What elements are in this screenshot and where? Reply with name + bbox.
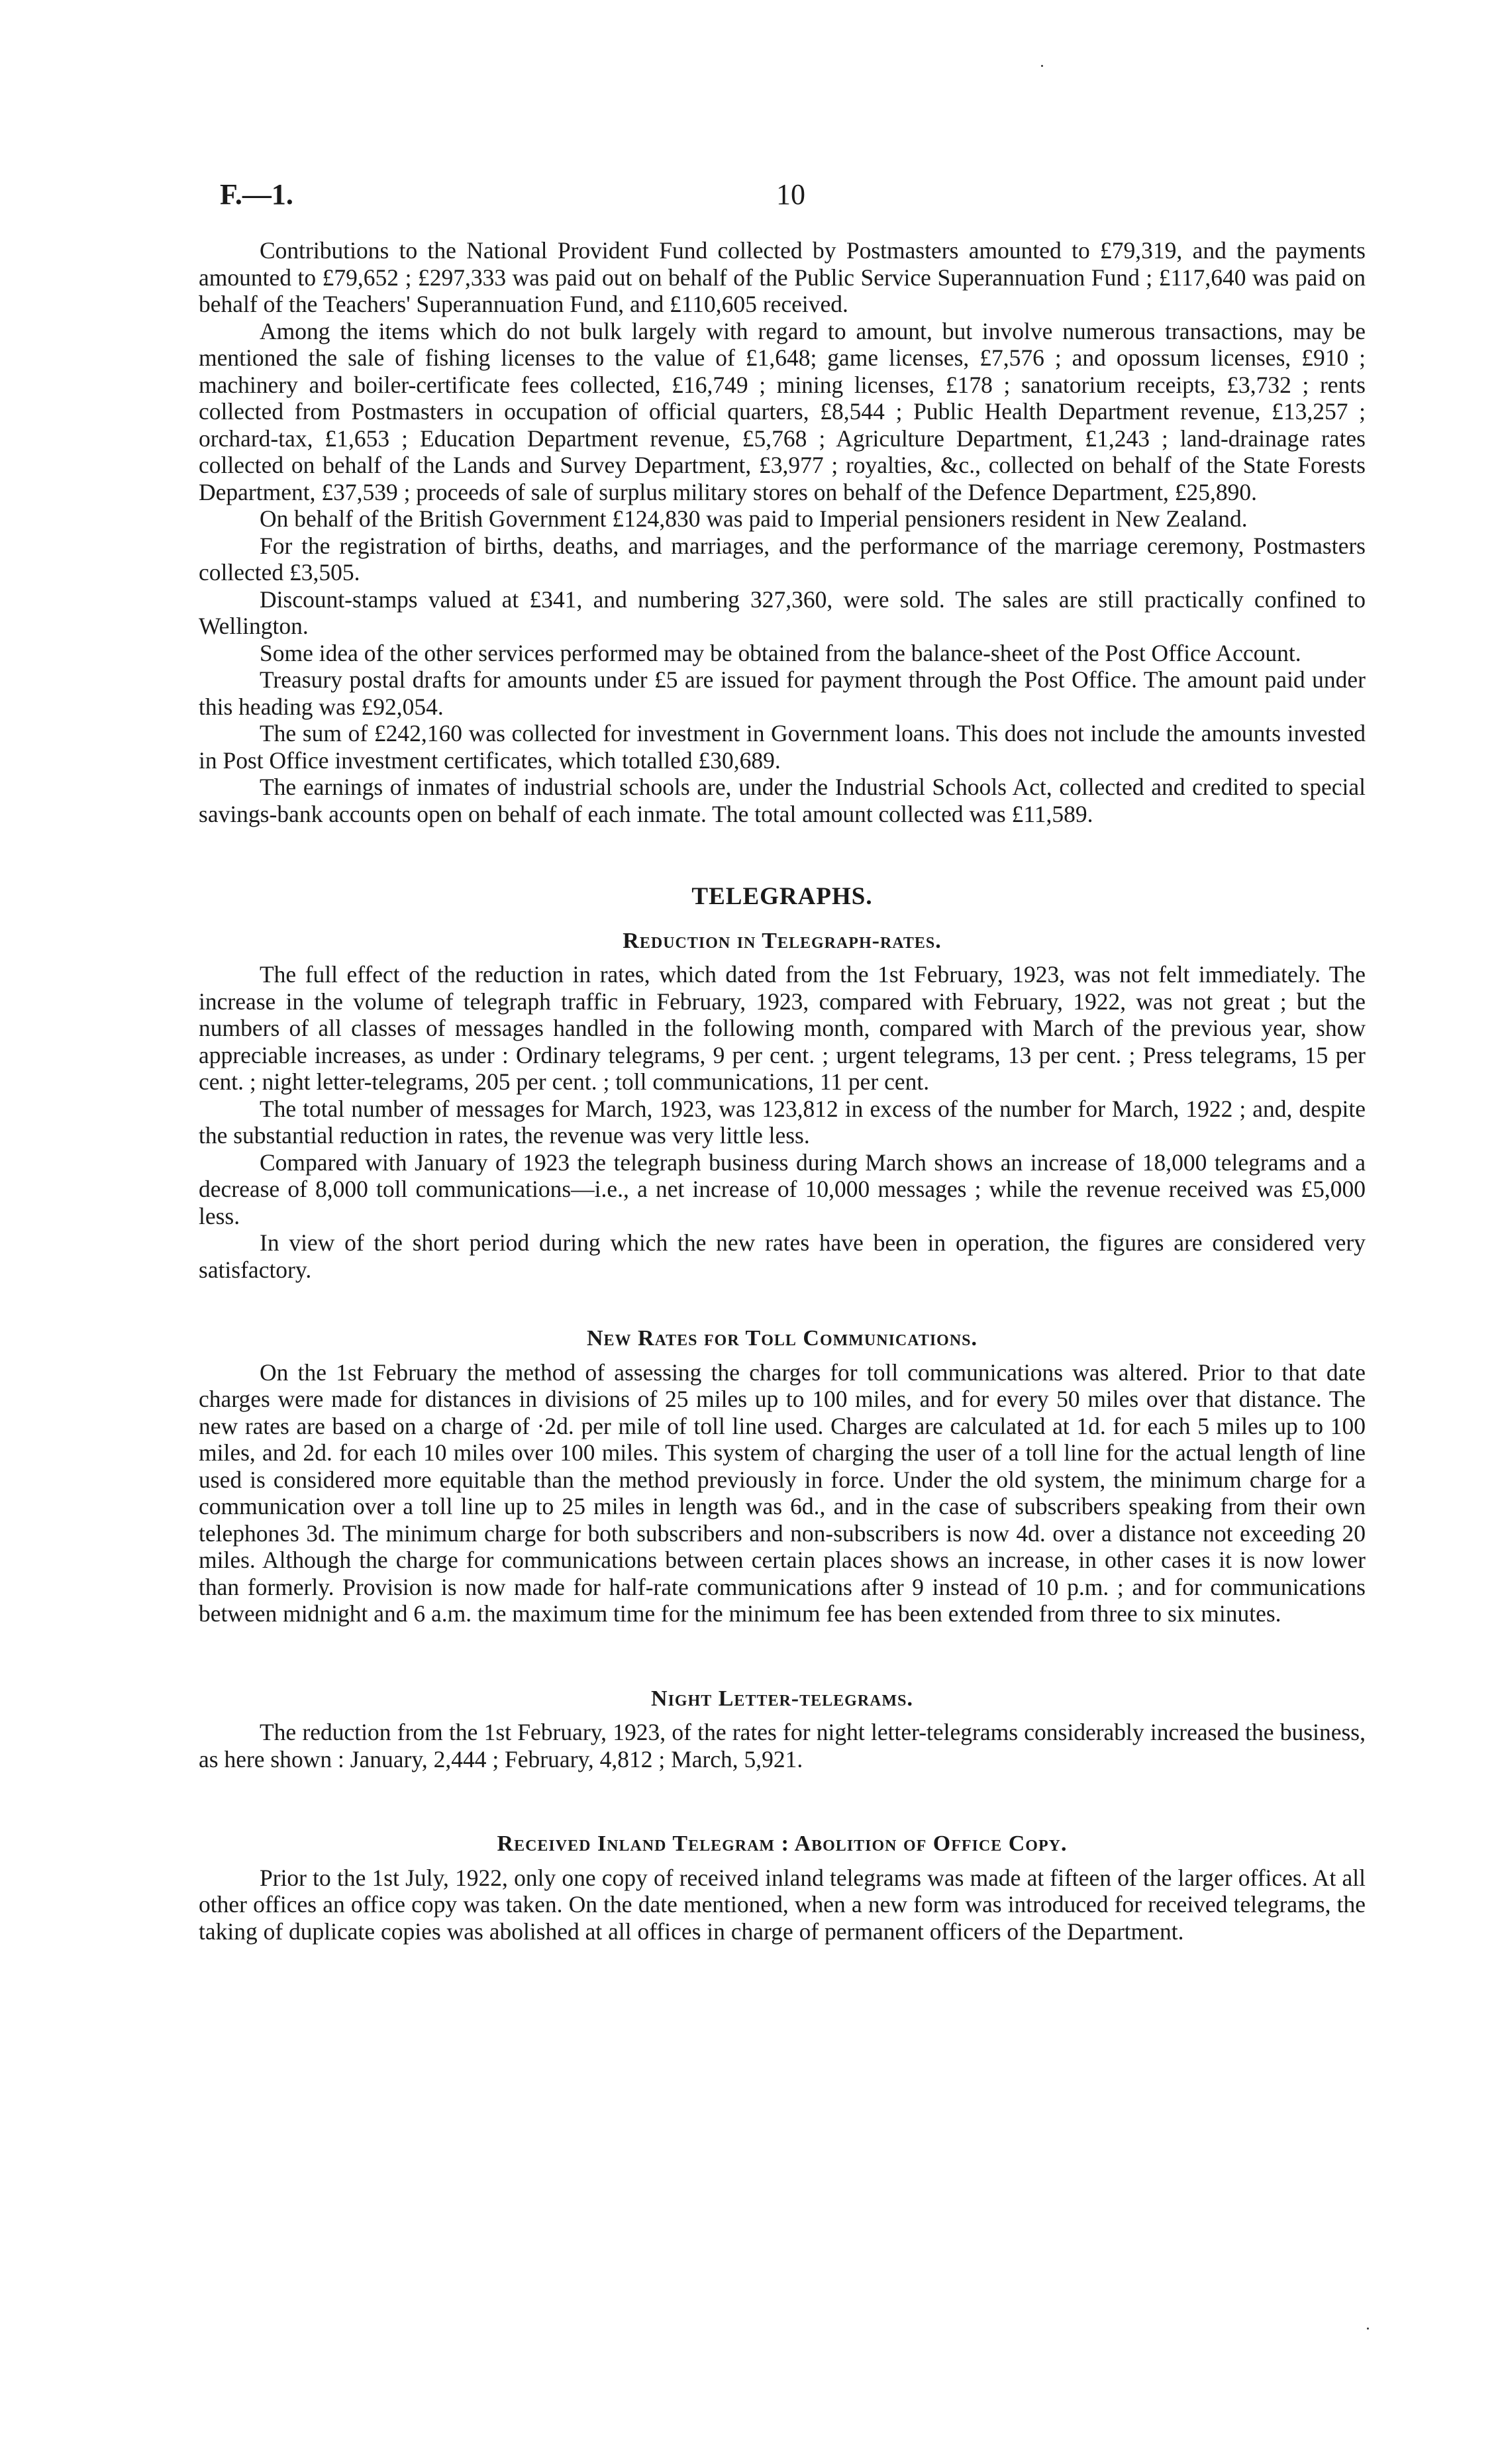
- paragraph: The reduction from the 1st February, 1923, of the rates for night letter-telegrams considerably increased the business, as here shown : January, 2,444 ; February, 4,812 ; March, 5,921.: [199, 1719, 1366, 1772]
- paragraph: The earnings of inmates of industrial schools are, under the Industrial Schools Act, collected and credited to special savings-bank accounts open on behalf of each inmate. The total amount collected was £11,589.: [199, 774, 1366, 827]
- subheading-office-copy: Received Inland Telegram : Abolition of Office Copy.: [497, 1831, 1068, 1856]
- paragraph: The sum of £242,160 was collected for investment in Government loans. This does not include the amounts invested in Post Office investment certificates, which totalled £30,689.: [199, 720, 1366, 774]
- toll-section: [199, 1325, 1366, 1627]
- subheading-night-letter: Night Letter-telegrams.: [651, 1686, 913, 1711]
- paragraph: In view of the short period during which the new rates have been in operation, the figures are considered very satisfactory.: [199, 1229, 1366, 1283]
- paragraph: The full effect of the reduction in rates, which dated from the 1st February, 1923, was not felt immediately. The increase in the volume of telegraph traffic in February, 1923, compared with February, 1922, was not great ; but the numbers of all classes of messages handled in the following month, compared with March of the previous year, show appreciable increases, as under : Ordinary telegrams, 9 per cent. ; urgent telegrams, 13 per cent. ; Press telegrams, 15 per cent. ; night letter-telegrams, 205 per cent. ; toll communications, 11 per cent.: [199, 961, 1366, 1095]
- paragraph: Prior to the 1st July, 1922, only one copy of received inland telegrams was made at fifteen of the larger offices. At all other offices an office copy was taken. On the date mentioned, when a new form was introduced for received telegrams, the taking of duplicate copies was abolished at all offices in charge of permanent officers of the Department.: [199, 1864, 1366, 1945]
- scan-speck: [1041, 65, 1043, 67]
- page-number: 10: [776, 178, 805, 211]
- page-header: [220, 178, 1372, 217]
- paragraph: On the 1st February the method of assessing the charges for toll communications was altered. Prior to that date charges were made for distances in divisions of 25 miles up to 100 miles, and for every 50 miles over that distance. The new rates are based on a charge of ·2d. per mile of toll line used. Charges are calculated at 1d. for each 5 miles up to 100 miles, and 2d. for each 10 miles over 100 miles. This system of charging the user of a toll line for the actual length of line used is considered more equitable than the method previously in force. Under the old system, the minimum charge for a communication over a toll line up to 25 miles in length was 6d., and in the case of subscribers speaking from their own telephones 3d. The minimum charge for both subscribers and non-subscribers is now 4d. over a distance not exceeding 20 miles. Although the charge for communications between certain places shows an increase, in other cases it is now lower than formerly. Provision is now made for half-rate communications after 9 instead of 10 p.m. ; and for communications between midnight and 6 a.m. the maximum time for the minimum fee has been extended from three to six minutes.: [199, 1359, 1366, 1627]
- subheading-toll-rates: New Rates for Toll Communications.: [586, 1326, 978, 1351]
- paragraph: The total number of messages for March, 1923, was 123,812 in excess of the number for March, 1922 ; and, despite the substantial reduction in rates, the revenue was very little less.: [199, 1095, 1366, 1149]
- document-body: [199, 237, 1366, 1945]
- subheading-reduction: Reduction in Telegraph-rates.: [623, 928, 942, 953]
- paragraph: Discount-stamps valued at £341, and numbering 327,360, were sold. The sales are still practically confined to Wellington.: [199, 586, 1366, 639]
- paragraph: Among the items which do not bulk largely with regard to amount, but involve numerous transactions, may be mentioned the sale of fishing licenses to the value of £1,648; game licenses, £7,576 ; and opossum licenses, £910 ; machinery and boiler-certificate fees collected, £16,749 ; mining licenses, £178 ; sanatorium receipts, £3,732 ; rents collected from Postmasters in occupation of official quarters, £8,544 ; Public Health Department revenue, £13,257 ; orchard-tax, £1,653 ; Education Department revenue, £5,768 ; Agriculture Department, £1,243 ; land-drainage rates collected on behalf of the Lands and Survey Department, £3,977 ; royalties, &c., collected on behalf of the State Forests Department, £37,539 ; proceeds of sale of surplus military stores on behalf of the Defence Department, £25,890.: [199, 317, 1366, 505]
- paragraph: Some idea of the other services performed may be obtained from the balance-sheet of the Post Office Account.: [260, 639, 1301, 666]
- scan-speck: [1367, 2328, 1369, 2330]
- paragraph: Compared with January of 1923 the telegraph business during March shows an increase of 18,000 telegrams and a decrease of 8,000 toll communications—i.e., a net increase of 10,000 messages ; while the revenue received was £5,000 less.: [199, 1149, 1366, 1229]
- night-letter-section: [199, 1686, 1366, 1773]
- office-copy-section: [199, 1831, 1366, 1945]
- paragraph: On behalf of the British Government £124,830 was paid to Imperial pensioners resident in New Zealand.: [260, 505, 1248, 532]
- post-office-section: [199, 237, 1366, 827]
- section-title-telegraphs: TELEGRAPHS.: [691, 883, 873, 910]
- page-reference: F.—1.: [220, 178, 293, 211]
- reduction-section: [199, 928, 1366, 1284]
- paragraph: Contributions to the National Provident Fund collected by Postmasters amounted to £79,319, and the payments amounted to £79,652 ; £297,333 was paid out on behalf of the Public Service Superannuation Fund ; £117,640 was paid on behalf of the Teachers' Superannuation Fund, and £110,605 received.: [199, 237, 1366, 317]
- paragraph: Treasury postal drafts for amounts under £5 are issued for payment through the Post Office. The amount paid under this heading was £92,054.: [199, 666, 1366, 720]
- paragraph: For the registration of births, deaths, and marriages, and the performance of the marriage ceremony, Postmasters collected £3,505.: [199, 532, 1366, 586]
